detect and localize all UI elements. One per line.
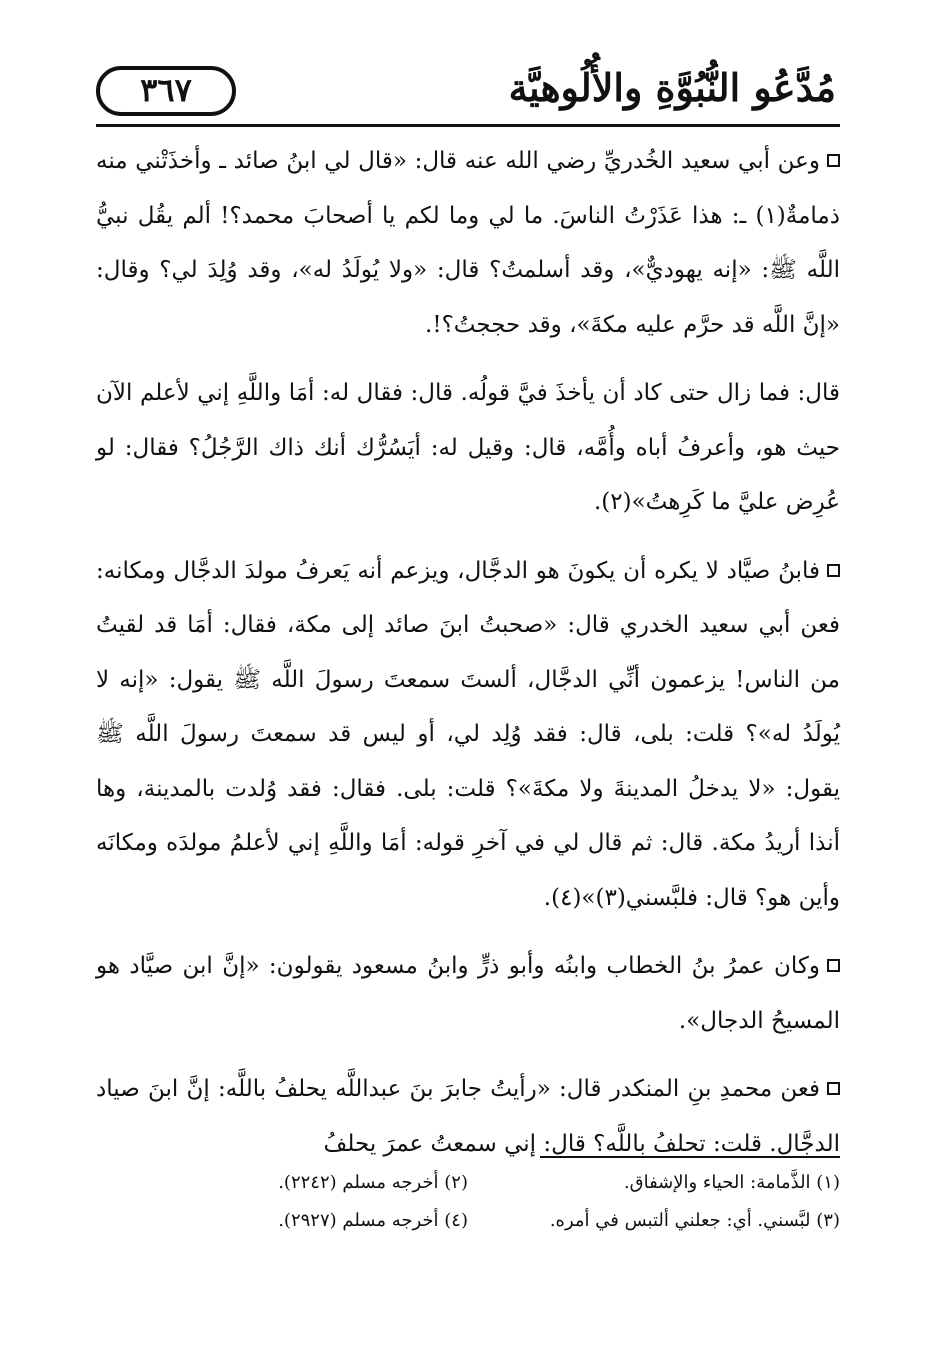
footnote: (٣) لبَّسني. أي: جعلني ألتبس في أمره. [549, 1210, 840, 1231]
paragraph-text: فعن محمدِ بنِ المنكدر قال: «رأيتُ جابرَ بنَ عبداللَّه يحلفُ باللَّه: إنَّ ابنَ صياد الدجَّال. قلت: تحلفُ باللَّه؟ قال: إني سمعتُ عمرَ يحلفُ [96, 1076, 840, 1157]
footnote-row [96, 1202, 840, 1240]
running-title: مُدَّعُو النُّبُوَّةِ والأُلُوهيَّة [508, 65, 836, 110]
paragraph [96, 939, 840, 1048]
paragraph-text: قال: فما زال حتى كاد أن يأخذَ فيَّ قولُه. قال: فقال له: أمَا واللَّهِ إني لأعلم الآن حيث هو، وأعرفُ أباه وأُمَّه، قال: وقيل له: أيَسُرُّك أنك ذاك الرَّجُلُ؟ فقال: لو عُرِض عليَّ ما كَرِهتُ»(٢). [96, 380, 840, 515]
footnote-rule [540, 1156, 840, 1158]
paragraph-bullet-icon [827, 959, 840, 972]
body-text [96, 134, 840, 1185]
paragraph [96, 134, 840, 352]
paragraph-bullet-icon [827, 564, 840, 577]
page-number: ٣٦٧ [140, 71, 192, 109]
paragraph-text: فابنُ صيَّاد لا يكره أن يكونَ هو الدجَّال، ويزعم أنه يَعرفُ مولدَ الدجَّال ومكانه: فعن أبي سعيد الخدري قال: «صحبتُ ابنَ صائد إلى مكة، فقال: أمَا قد لقيتُ من الناس! يزعمون أنِّي الدجَّال، ألستَ سمعتَ رسولَ اللَّه ﷺ يقول: «إنه لا يُولَدُ له»؟ قلت: بلى، قال: فقد وُلِد لي، أو ليس قد سمعتَ رسولَ اللَّه ﷺ يقول: «لا يدخلُ المدينةَ ولا مكةَ»؟ قلت: بلى. فقال: فقد وُلدت بالمدينة، وها أنذا أريدُ مكة. قال: ثم قال لي في آخرِ قوله: أمَا واللَّهِ إني لأعلمُ مولدَه ومكانَه وأين هو؟ قال: فلبَّسني(٣)»(٤). [96, 557, 840, 911]
footnote: (١) الذَّمامة: الحياء والإشفاق. [623, 1172, 840, 1193]
paragraph-text: وعن أبي سعيد الخُدريِّ رضي الله عنه قال: «قال لي ابنُ صائد ـ وأخذَتْني منه ذمامةٌ(١) ـ: هذا عَذَرْتُ الناسَ. ما لي وما لكم يا أصحابَ محمد؟! ألم يقُل نبيُّ اللَّه ﷺ: «إنه يهوديٌّ»، وقد أسلمتُ؟ قال: «ولا يُولَدُ له»، وقد وُلِدَ لي؟ وقال: «إنَّ اللَّه قد حرَّم عليه مكةَ»، وقد حججتُ؟!. [96, 148, 840, 338]
paragraph-bullet-icon [827, 1082, 840, 1095]
paragraph-bullet-icon [827, 154, 840, 167]
paragraph [96, 1062, 840, 1171]
paragraph [96, 544, 840, 926]
footnote: (٤) أخرجه مسلم (٢٩٢٧). [278, 1210, 468, 1231]
footnote-row [96, 1164, 840, 1202]
footnote: (٢) أخرجه مسلم (٢٢٤٢). [278, 1172, 468, 1193]
paragraph-text: وكان عمرُ بنُ الخطاب وابنُه وأبو ذرٍّ وابنُ مسعود يقولون: «إنَّ ابن صيَّاد هو المسيحُ الدجال». [96, 953, 840, 1034]
paragraph [96, 366, 840, 530]
footnotes [96, 1164, 840, 1240]
header-rule [96, 124, 840, 127]
